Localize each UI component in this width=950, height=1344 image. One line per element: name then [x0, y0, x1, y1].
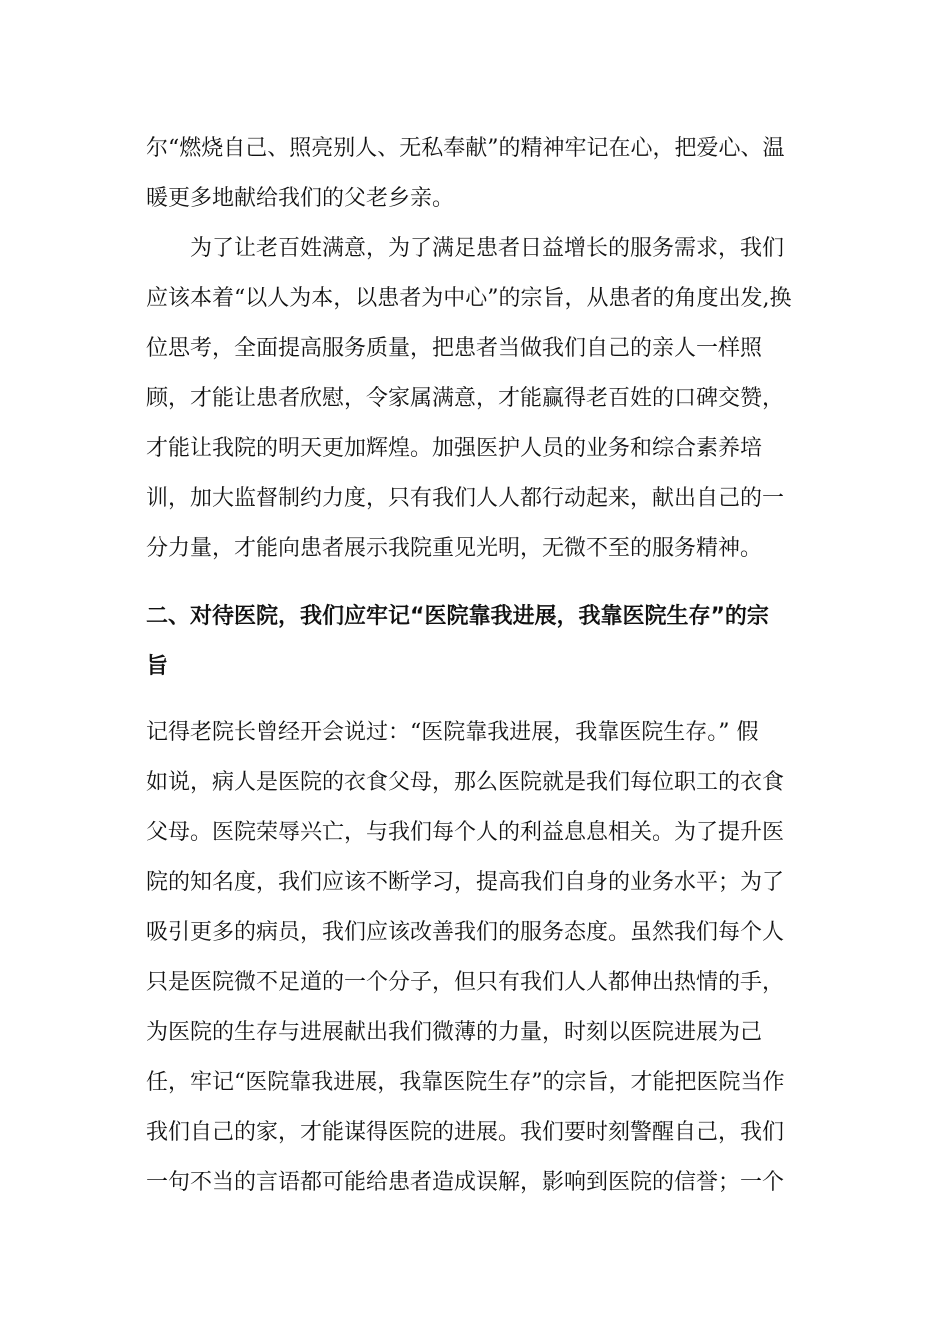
- paragraph-line: 暖更多地献给我们的父老乡亲。: [146, 186, 455, 211]
- paragraph-line: 才能让我院的明天更加辉煌。加强医护人员的业务和综合素养培: [146, 436, 763, 461]
- paragraph-line: 只是医院微不足道的一个分子，但只有我们人人都伸出热情的手，: [146, 970, 785, 995]
- paragraph-line: 记得老院长曾经开会说过：“医院靠我进展，我靠医院生存。” 假: [146, 720, 759, 745]
- paragraph-line: 吸引更多的病员，我们应该改善我们的服务态度。虽然我们每个人: [146, 920, 785, 945]
- heading-line: 旨: [146, 654, 169, 679]
- paragraph-line: 为了让老百姓满意，为了满足患者日益增长的服务需求，我们: [146, 236, 785, 261]
- paragraph-line: 一句不当的言语都可能给患者造成误解，影响到医院的信誉；一个: [146, 1170, 785, 1195]
- paragraph-line: 院的知名度，我们应该不断学习，提高我们自身的业务水平；为了: [146, 870, 785, 895]
- paragraph-2: [146, 224, 806, 574]
- paragraph-line: 顾，才能让患者欣慰，令家属满意，才能赢得老百姓的口碑交赞，: [146, 386, 785, 411]
- paragraph-line: 如说，病人是医院的衣食父母，那么医院就是我们每位职工的衣食: [146, 770, 785, 795]
- section-heading: [146, 592, 806, 692]
- paragraph-line: 父母。医院荣辱兴亡，与我们每个人的利益息息相关。为了提升医: [146, 820, 785, 845]
- paragraph-line: 位思考，全面提高服务质量，把患者当做我们自己的亲人一样照: [146, 336, 763, 361]
- heading-line: 二、对待医院，我们应牢记“医院靠我进展，我靠医院生存”的宗: [146, 604, 769, 629]
- paragraph-line: 分力量，才能向患者展示我院重见光明，无微不至的服务精神。: [146, 536, 763, 561]
- paragraph-line: 应该本着“以人为本，以患者为中心”的宗旨，从患者的角度出发,换: [146, 286, 792, 311]
- paragraph-1: [146, 124, 806, 224]
- paragraph-line: 尔“燃烧自己、照亮别人、无私奉献”的精神牢记在心，把爱心、温: [146, 136, 785, 161]
- paragraph-3: [146, 708, 806, 1208]
- paragraph-line: 我们自己的家，才能谋得医院的进展。我们要时刻警醒自己，我们: [146, 1120, 785, 1145]
- paragraph-line: 为医院的生存与进展献出我们微薄的力量，时刻以医院进展为己: [146, 1020, 763, 1045]
- paragraph-line: 任，牢记“医院靠我进展，我靠医院生存”的宗旨，才能把医院当作: [146, 1070, 785, 1095]
- paragraph-line: 训，加大监督制约力度，只有我们人人都行动起来，献出自己的一: [146, 486, 785, 511]
- document-body: [146, 124, 806, 1208]
